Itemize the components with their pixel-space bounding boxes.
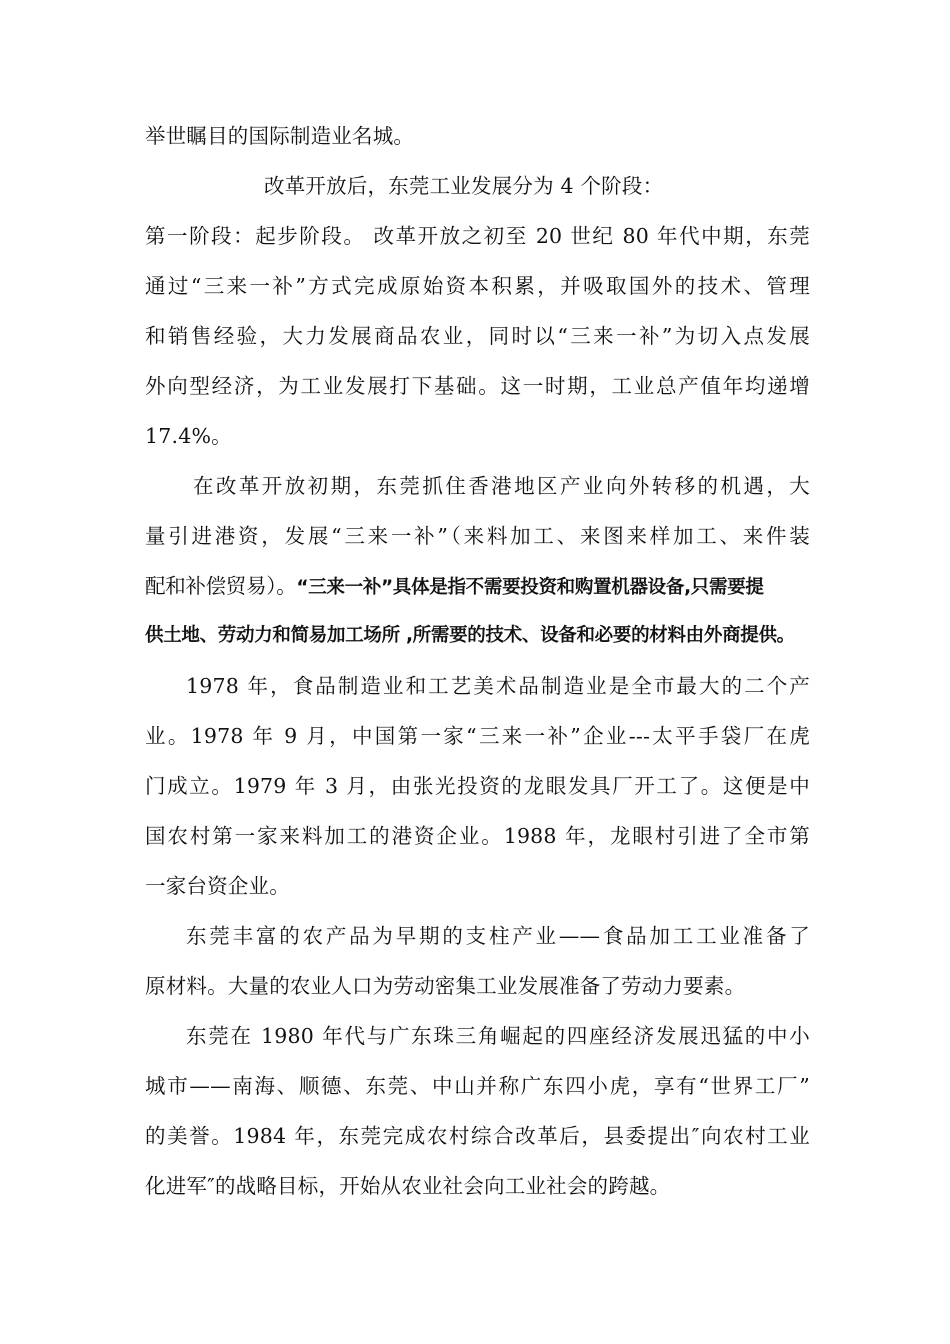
text-line: 1978 年，食品制造业和工艺美术品制造业是全市最大的二个产: [186, 674, 810, 698]
text-line: 第一阶段：起步阶段。 改革开放之初至 20 世纪 80 年代中期，东莞: [145, 224, 810, 248]
text-fragment: [145, 574, 764, 598]
text-line: 的美誉。1984 年，东莞完成农村综合改革后，县委提出″向农村工业: [145, 1124, 810, 1148]
text-line: 东莞在 1980 年代与广东珠三角崛起的四座经济发展迅猛的中小: [186, 1024, 810, 1048]
text-line: 城市——南海、顺德、东莞、中山并称广东四小虎，享有“世界工厂”: [145, 1074, 810, 1098]
text-line: 量引进港资，发展“三来一补”（来料加工、来图来样加工、来件装: [145, 524, 810, 548]
text-line: 门成立。1979 年 3 月，由张光投资的龙眼发具厂开工了。这便是中: [145, 774, 810, 798]
text-fragment-bold: “三来一补”具体是指不需要投资和购置机器设备,只需要提: [296, 577, 764, 598]
text-line: 原材料。大量的农业人口为劳动密集工业发展准备了劳动力要素。: [145, 974, 746, 998]
text-line: 在改革开放初期，东莞抓住香港地区产业向外转移的机遇，大: [193, 474, 810, 498]
text-line: 举世瞩目的国际制造业名城。: [145, 124, 415, 148]
text-line: 一家台资企业。: [145, 874, 290, 898]
text-line: 通过“三来一补”方式完成原始资本积累，并吸取国外的技术、管理: [145, 274, 810, 298]
bold-text-line: 供土地、劳动力和简易加工场所 ,所需要的技术、设备和必要的材料由外商提供。: [145, 625, 795, 646]
section-heading: 改革开放后，东莞工业发展分为 4 个阶段：: [264, 174, 664, 198]
text-fragment-serif: 配和补偿贸易）。: [145, 574, 297, 598]
text-line: 和销售经验，大力发展商品农业，同时以“三来一补”为切入点发展: [145, 324, 810, 348]
text-line: 东莞丰富的农产品为早期的支柱产业——食品加工工业准备了: [186, 924, 810, 948]
text-line: 国农村第一家来料加工的港资企业。1988 年，龙眼村引进了全市第: [145, 824, 810, 848]
text-line: 外向型经济，为工业发展打下基础。这一时期，工业总产值年均递增: [145, 374, 810, 398]
text-line: [145, 572, 810, 602]
text-line: 业。1978 年 9 月，中国第一家“三来一补”企业---太平手袋厂在虎: [145, 724, 810, 748]
text-line: 17.4%。: [145, 424, 232, 448]
text-line: 化进军″的战略目标，开始从农业社会向工业社会的跨越。: [145, 1174, 671, 1198]
